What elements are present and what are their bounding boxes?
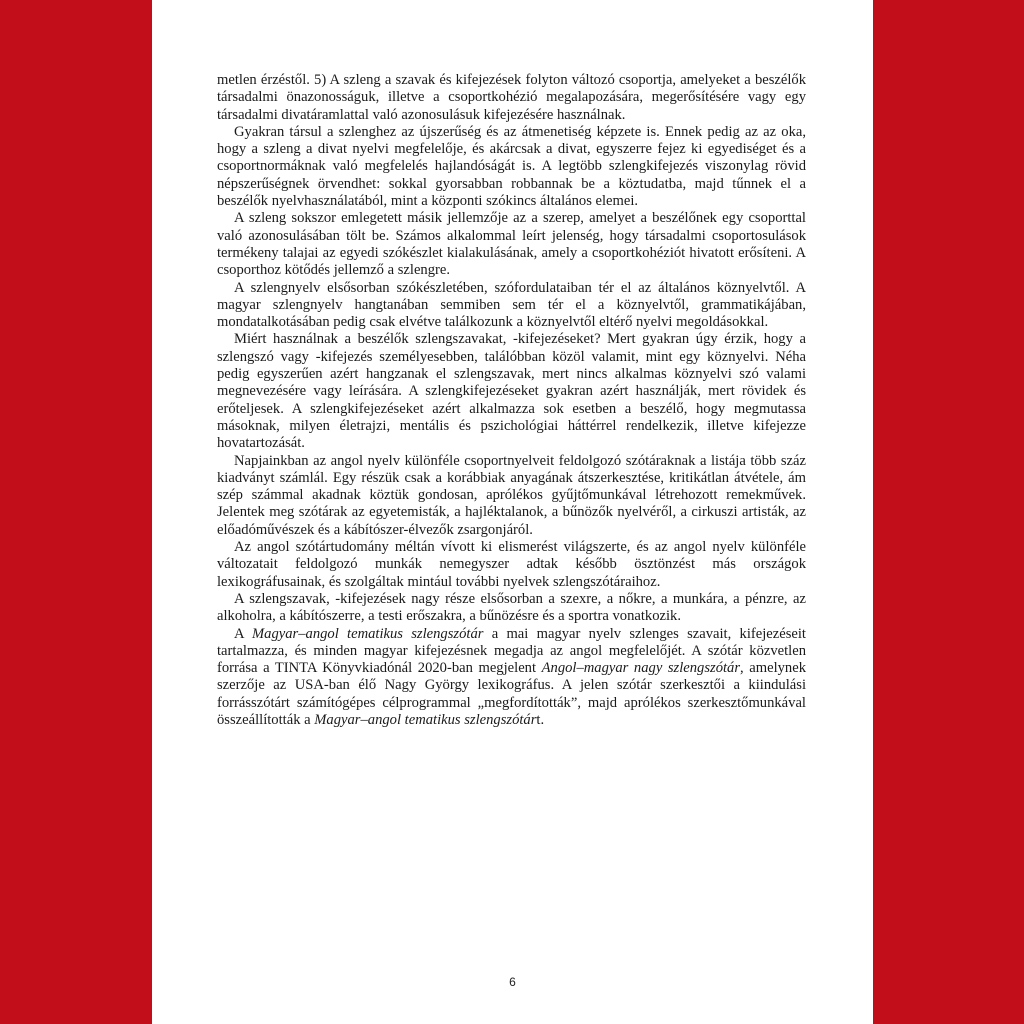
body-text <box>217 72 806 729</box>
text-run: a mai magyar nyelv szlenges szavait, kifejezéseit tartalmazza, és minden magyar kifejezésnek megadja az angol megfelelőjét. A szótár közvetlen forrása a TINTA Könyvkiadónál 2020-ban megjelent <box>217 625 806 677</box>
paragraph: Miért használnak a beszélők szlengszavakat, -kifejezéseket? Mert gyakran úgy érzik, hogy a szlengszó vagy -kifejezés személyesebben, találóbban közöl valamit, mint egy köznyelvi. Néha pedig egyszerűen azért hangzanak el szlengszavak, mert nincs alkalmas köznyelvi szó valami megnevezésére vagy leírására. A szlengkifejezéseket gyakran azért használják, mert rövidek és erőteljesek. A szlengkifejezéseket azért alkalmazza sok esetben a beszélő, hogy megmutassa másoknak, milyen életrajzi, mentális és pszichológiai háttérrel rendelkezik, illetve kifejezze hovatartozását. <box>217 331 806 452</box>
text-run: t. <box>536 711 545 728</box>
text-run: , amelynek szerzője az USA-ban élő Nagy György lexikográfus. A jelen szótár szerkesztői a kiindulási forrásszótárt számítógépes célprogrammal „megfordították”, majd aprólékos szerkesztőmunkával összeállították a <box>217 660 806 728</box>
text-run: A <box>234 625 253 642</box>
book-title-italic: Magyar–angol tematikus szlengszótár <box>252 625 484 642</box>
book-title-italic: Magyar–angol tematikus szlengszótár <box>314 711 537 728</box>
paragraph: Gyakran társul a szlenghez az újszerűség és az átmenetiség képzete is. Ennek pedig az az oka, hogy a szleng a divat nyelvi megfelelője, és akárcsak a divat, egyszerre fejez ki egyediséget és a csoportnormáknak való megfelelés hajlandóságát is. A legtöbb szlengkifejezés viszonylag rövid népszerűségnek örvendhet: sokkal gyorsabban robbannak be a köztudatba, majd tűnnek el a beszélők nyelvhasználatából, mint a központi szókincs általános elemei. <box>217 123 806 210</box>
paragraph: A szlengnyelv elsősorban szókészletében, szófordulataiban tér el az általános köznyelvtől. A magyar szlengnyelv hangtanában semmiben sem tér el a köznyelvtől, grammatikájában, mondatalkotásában pedig csak elvétve találkozunk a köznyelvtől eltérő nyelvi megoldásokkal. <box>217 279 806 331</box>
paragraph-final <box>217 626 806 730</box>
book-page <box>152 0 873 1024</box>
paragraph: Napjainkban az angol nyelv különféle csoportnyelveit feldolgozó szótáraknak a listája több száz kiadványt számlál. Egy részük csak a korábbiak anyagának átszerkesztése, kritikátlan átvétele, ám szép számmal akadnak köztük gondosan, aprólékos gyűjtőmunkával létrehozott remekművek. Jelentek meg szótárak az egyetemisták, a hajléktalanok, a bűnözők nyelvéről, a cirkuszi artisták, az előadóművészek és a kábítószer-élvezők zsargonjáról. <box>217 452 806 538</box>
page-number: 6 <box>509 975 516 989</box>
paragraph: metlen érzéstől. 5) A szleng a szavak és kifejezések folyton változó csoportja, amelyeket a beszélők társadalmi önazonosságuk, illetve a csoportkohézió megalapozására, megerősítésére vagy egy társadalmi divatáramlattal való azonosulásuk kifejezésére használnak. <box>217 72 806 123</box>
paragraph: A szlengszavak, -kifejezések nagy része elsősorban a szexre, a nőkre, a munkára, a pénzre, az alkoholra, a kábítószerre, a testi erőszakra, a bűnözésre és a sportra vonatkozik. <box>217 590 806 625</box>
book-title-italic: Angol–magyar nagy szlengszótár <box>541 660 741 677</box>
paragraph: A szleng sokszor emlegetett másik jellemzője az a szerep, amelyet a beszélőnek egy csoporttal való azonosulásában tölt be. Számos alkalommal leírt jelenség, hogy társadalmi csoportosulások termékeny talajai az egyedi szókészlet kialakulásának, amely a csoportkohéziót hivatott erősíteni. A csoporthoz kötődés jellemző a szlengre. <box>217 210 806 279</box>
paragraph: Az angol szótártudomány méltán vívott ki elismerést világszerte, és az angol nyelv különféle változatait feldolgozó munkák nemegyszer adtak később ösztönzést más országok lexikográfusainak, és szolgáltak mintául további nyelvek szlengszótáraihoz. <box>217 539 806 590</box>
